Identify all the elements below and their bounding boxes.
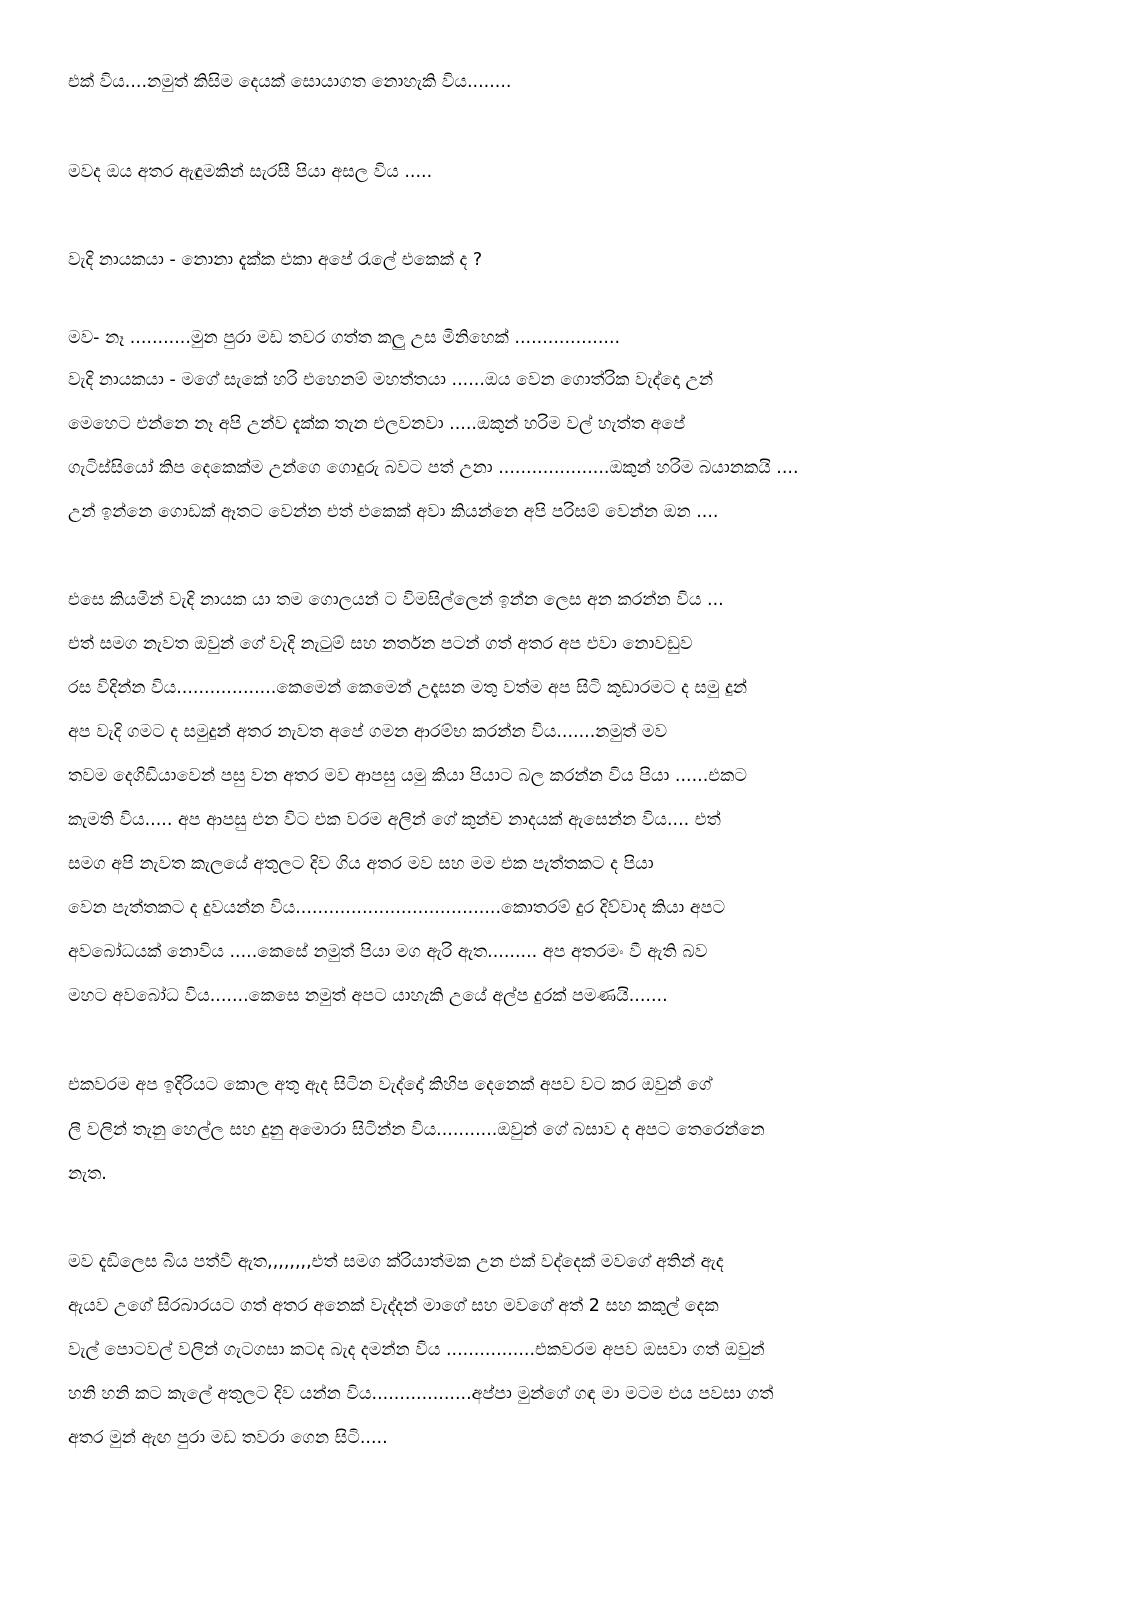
text-line: අප වැදි ගමට ද සමුදුන් අතර නැවත අපේ ගමන ආරම්භ කරන්න විය.......නමුත් මව: [68, 722, 668, 742]
text-line: වැල් පොටවල් වලින් ගැටගසා කටද බැද දමන්න විය ................එකවරම අපව ඔසවා ගත් ඔවුන්: [68, 1340, 765, 1360]
text-line: මව දැඩිලෙස බිය පත්වී ඇත,,,,,,,,එත් සමග ක්රියාත්මක උන එක් වද්දෙක් මවගේ අතින් ඇද: [68, 1252, 724, 1272]
text-line: ගැටිස්සියෝ කිප දෙකෙක්ම උන්ගෙ ගොදුරු බවට පත් උනා ....................ඔකුන් හරිම බයානකයි ....: [68, 458, 799, 478]
text-line: හනි හනි කට කැලේ අතුලට දිව යන්න විය..................අප්පා මුන්ගේ ගඳ මා මටම එය පවසා ගත්: [68, 1384, 774, 1404]
text-line: රස විදින්න විය..................කෙමෙන් කෙමෙන් උදෑසන මතු වත්ම අප සිටි කුඩාරමට ද සමු දුන්: [68, 678, 748, 698]
text-line: අවබෝධයක් නොවිය .....කෙසේ නමුත් පියා මග ඇරි ඇත......... අප අතරමං වී ඇති බව: [68, 942, 708, 962]
text-line: එක් විය....නමුත් කිසිම දෙයක් සොයාගත නොහැකි විය........: [68, 72, 512, 92]
text-line: කැමති විය..... අප ආපසු එන විට එක වරම අලින් ගේ කුන්ච නාදයක් ඇසෙන්න විය.... එත්: [68, 810, 721, 830]
text-line: එසෙ කියමින් වැදි නායක යා තම ගොලයන් ට විමසිල්ලෙන් ඉන්න ලෙස අන කරන්න විය ...: [68, 590, 724, 610]
text-line: උන් ඉන්නෙ ගොඩක් ඈතට වෙන්න එත් එකෙක් අවා කියන්නෙ අපි පරිසම් වෙන්න ඔන ....: [68, 502, 719, 522]
text-line: මවද ඔය අතර ඇඳුමකින් සැරසී පියා අසල විය .....: [68, 162, 433, 182]
text-line: වෙන පැත්තකට ද දුවයන්න විය.....................................කොතරම් දුර දිව්වාද කියා අපට: [68, 898, 726, 918]
text-line: ඇයව උගේ සිරබාරයට ගත් අතර අනෙක් වැද්දන් මාගේ සහ මවගේ අත් 2 සහ කකුල් දෙක: [68, 1296, 719, 1316]
text-line: වැදි නායකයා - මගේ සැකේ හරි එහෙනම් මහත්තයා ......ඔය වෙන ගොත්රික වැද්දො උන්: [68, 370, 714, 390]
text-line: එකවරම අප ඉදිරියට කොල අතු ඇද සිටින වැද්දෝ කිහිප දෙනෙක් අපව වට කර ඔවුන් ගේ: [68, 1075, 712, 1095]
text-line: මහට අවබෝධ විය.......කෙසෙ නමුත් අපට යාහැකි උයේ අල්ප දුරක් පමණයි.......: [68, 986, 668, 1006]
text-line: මව- නෑ ...........මුන පුරා මඩ තවර ගත්ත කලු උස මිනිහෙක් ...................: [68, 328, 621, 348]
text-line: අතර මුන් ඇඟ පුරා මඩ තවරා ගෙන සිටි.....: [68, 1428, 388, 1448]
text-line: සමග අපි නැවත කැලයේ අතුලට දිව ගිය අතර මව සහ මම එක පැත්තකට ද පියා: [68, 854, 654, 874]
text-line: වැදි නායකයා - නොනා දැක්ක එකා අපේ රැලේ එකෙක් ද ?: [68, 250, 483, 270]
text-line: නැත.: [68, 1164, 107, 1184]
text-line: තවම දෙගිඩියාවෙන් පසු වන අතර මව ආපසු යමු කියා පියාට බල කරන්න විය පියා ......එකට: [68, 766, 747, 786]
text-line: මෙහෙට එන්නෙ නෑ අපි උන්ව දැක්ක තැන එලවනවා .....ඔකුන් හරිම වල් හැත්ත අපේ: [68, 414, 686, 434]
text-line: එත් සමග නැවත ඔවුන් ගේ වැදි නැටුම් සහ නර්තන පටන් ගත් අතර අප එවා නොවඩුව: [68, 634, 693, 654]
text-line: ලී වලින් තැනු හෙල්ල සහ දුනු අමොරා සිටින්න විය...........ඔවුන් ගේ බසාව ද අපට තෙරෙන්නෙ: [68, 1120, 765, 1140]
